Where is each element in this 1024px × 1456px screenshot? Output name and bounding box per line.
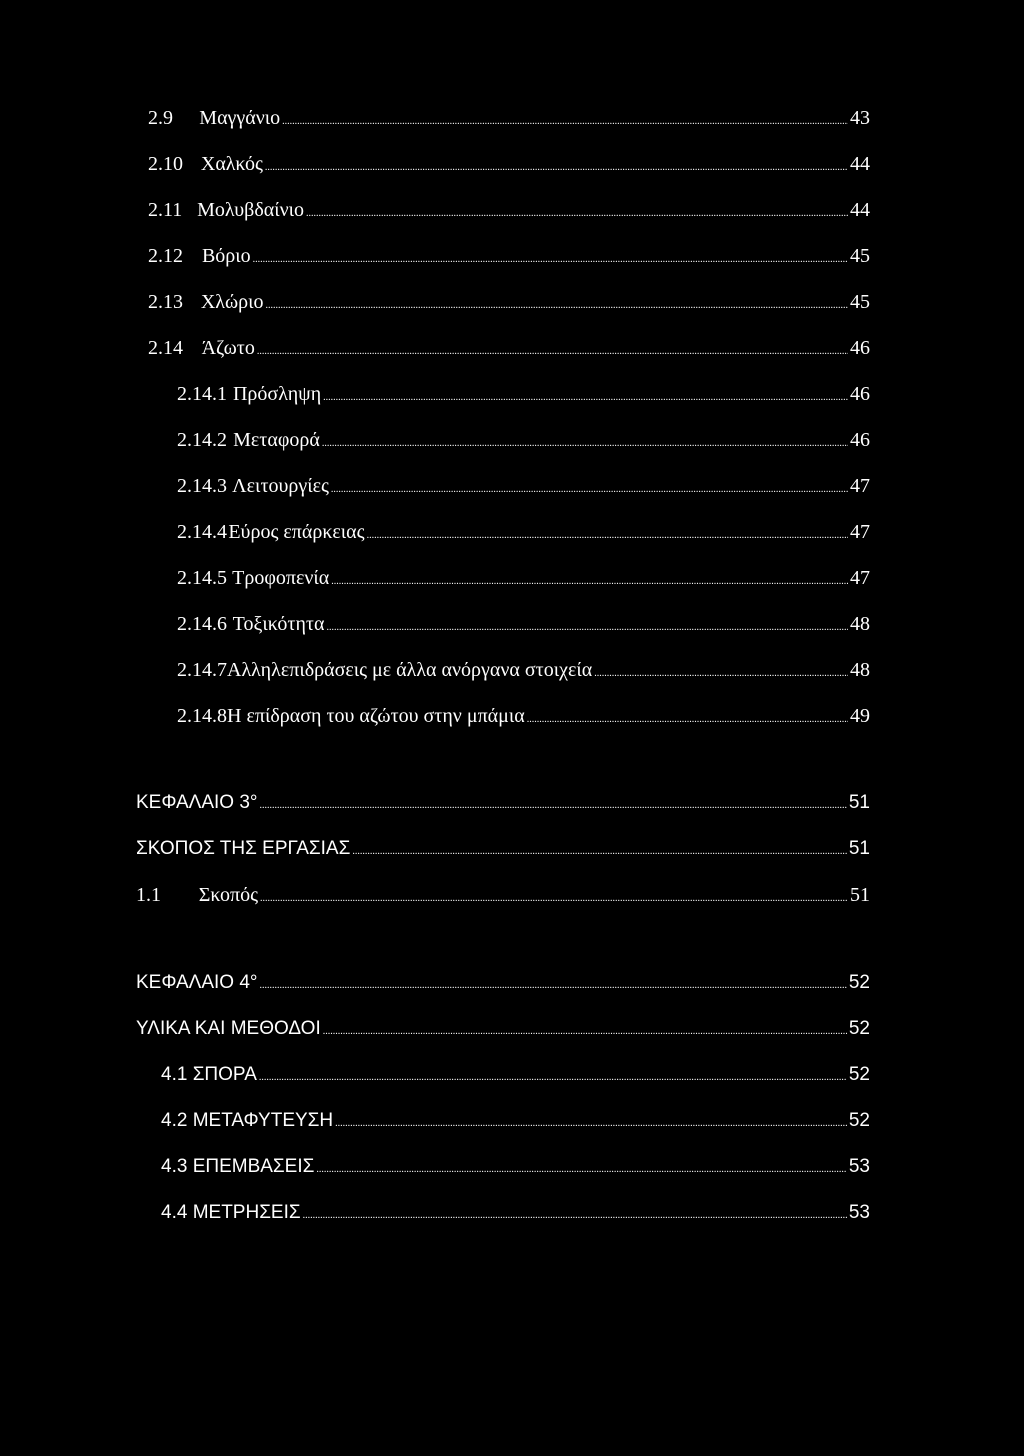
toc-leader-dots bbox=[316, 1155, 846, 1182]
toc-leader-dots bbox=[259, 1063, 847, 1090]
toc-entry-number: 2.14.1 bbox=[177, 383, 227, 405]
toc-entry-title: ΥΛΙΚΑ ΚΑΙ ΜΕΘΟΔΟΙ bbox=[136, 1018, 321, 1039]
toc-entry-page: 44 bbox=[850, 153, 870, 175]
toc-leader-dots bbox=[265, 152, 848, 180]
toc-entry-title: Χαλκός bbox=[200, 153, 263, 175]
toc-entry-title: 4.3 ΕΠΕΜΒΑΣΕΙΣ bbox=[161, 1156, 315, 1177]
toc-entry-number: 2.14.2 bbox=[177, 429, 227, 451]
toc-entry-page: 53 bbox=[848, 1202, 870, 1223]
toc-leader-dots bbox=[306, 198, 848, 226]
toc-entry-title: Αλληλεπιδράσεις με άλλα ανόργανα στοιχεία bbox=[227, 659, 593, 681]
toc-entry-page: 47 bbox=[850, 521, 870, 543]
toc-entry-page: 52 bbox=[848, 972, 870, 993]
toc-entry-page: 52 bbox=[848, 1064, 870, 1085]
toc-entry-page: 47 bbox=[850, 475, 870, 497]
toc-entry-page: 48 bbox=[850, 659, 870, 681]
toc-entry-page: 51 bbox=[848, 792, 870, 813]
toc-entry-title: Τοξικότητα bbox=[232, 613, 325, 635]
toc-chapter-entry[interactable] bbox=[136, 1017, 870, 1041]
toc-entry-number: 2.14.4 bbox=[177, 521, 227, 543]
toc-entry-page: 52 bbox=[848, 1110, 870, 1131]
toc-entry-page: 51 bbox=[850, 884, 870, 906]
toc-entry-page: 46 bbox=[850, 337, 870, 359]
toc-leader-dots bbox=[260, 971, 847, 998]
toc-entry-page: 45 bbox=[850, 291, 870, 313]
toc-leader-dots bbox=[323, 1017, 847, 1044]
toc-entry-title: 4.2 ΜΕΤΑΦΥΤΕΥΣΗ bbox=[161, 1110, 334, 1131]
toc-entry-title: Μολυβδαίνιο bbox=[197, 199, 305, 221]
toc-leader-dots bbox=[260, 883, 848, 911]
toc-entry-page: 43 bbox=[850, 107, 870, 129]
toc-entry[interactable] bbox=[148, 198, 870, 222]
toc-leader-dots bbox=[352, 837, 847, 864]
toc-entry-page: 53 bbox=[848, 1156, 870, 1177]
toc-entry-title: ΚΕΦΑΛΑΙΟ 4° bbox=[136, 972, 258, 993]
toc-entry[interactable] bbox=[177, 612, 870, 636]
toc-entry-title: 4.4 ΜΕΤΡΗΣΕΙΣ bbox=[161, 1202, 301, 1223]
toc-entry-number: 2.14.5 bbox=[177, 567, 227, 589]
toc-leader-dots bbox=[257, 336, 848, 364]
toc-leader-dots bbox=[331, 474, 848, 502]
toc-entry[interactable] bbox=[148, 244, 870, 268]
toc-leader-dots bbox=[323, 382, 848, 410]
toc-entry-title: Εύρος επάρκειας bbox=[228, 521, 365, 543]
toc-entry[interactable] bbox=[177, 474, 870, 498]
toc-leader-dots bbox=[253, 244, 848, 272]
toc-leader-dots bbox=[282, 106, 848, 134]
toc-entry-number: 2.10 bbox=[148, 153, 183, 175]
toc-entry-title: Η επίδραση του αζώτου στην μπάμια bbox=[227, 705, 525, 727]
toc-entry[interactable] bbox=[136, 883, 870, 907]
toc-entry-number: 2.14.6 bbox=[177, 613, 227, 635]
toc-chapter-entry[interactable] bbox=[136, 837, 870, 861]
toc-entry-title: Λειτουργίες bbox=[232, 475, 329, 497]
toc-entry-page: 47 bbox=[850, 567, 870, 589]
toc-entry-title: Άζωτο bbox=[201, 337, 255, 359]
toc-entry[interactable] bbox=[148, 336, 870, 360]
toc-entry-page: 51 bbox=[848, 838, 870, 859]
toc-entry-title: Τροφοπενία bbox=[232, 567, 330, 589]
toc-entry-title: Σκοπός bbox=[198, 884, 259, 906]
toc-entry[interactable] bbox=[148, 106, 870, 130]
toc-entry-page: 46 bbox=[850, 429, 870, 451]
toc-entry-number: 2.14 bbox=[148, 337, 183, 359]
toc-entry[interactable] bbox=[148, 290, 870, 314]
toc-leader-dots bbox=[326, 612, 848, 640]
toc-entry-number: 2.11 bbox=[148, 199, 183, 221]
toc-leader-dots bbox=[594, 658, 848, 686]
toc-entry[interactable] bbox=[177, 520, 870, 544]
toc-entry[interactable] bbox=[177, 382, 870, 406]
toc-entry-page: 46 bbox=[850, 383, 870, 405]
toc-entry-title: Χλώριο bbox=[200, 291, 264, 313]
toc-entry-page: 49 bbox=[850, 705, 870, 727]
toc-entry-page: 45 bbox=[850, 245, 870, 267]
toc-entry[interactable] bbox=[177, 566, 870, 590]
toc-entry-number: 2.14.7 bbox=[177, 659, 227, 681]
toc-entry[interactable] bbox=[161, 1155, 870, 1179]
toc-entry[interactable] bbox=[161, 1109, 870, 1133]
toc-entry[interactable] bbox=[161, 1063, 870, 1087]
toc-entry-number: 2.13 bbox=[148, 291, 183, 313]
toc-chapter-entry[interactable] bbox=[136, 791, 870, 815]
toc-entry[interactable] bbox=[161, 1201, 870, 1225]
toc-entry[interactable] bbox=[177, 704, 870, 728]
toc-entry-page: 44 bbox=[850, 199, 870, 221]
toc-leader-dots bbox=[260, 791, 847, 818]
toc-entry-title: 4.1 ΣΠΟΡΑ bbox=[161, 1064, 257, 1085]
toc-leader-dots bbox=[303, 1201, 847, 1228]
toc-entry-title: Μαγγάνιο bbox=[199, 107, 281, 129]
toc-entry-number: 2.14.3 bbox=[177, 475, 227, 497]
toc-entry-title: ΣΚΟΠΟΣ ΤΗΣ ΕΡΓΑΣΙΑΣ bbox=[136, 838, 351, 859]
toc-leader-dots bbox=[367, 520, 848, 548]
toc-entry-number: 2.14.8 bbox=[177, 705, 227, 727]
toc-entry-page: 52 bbox=[848, 1018, 870, 1039]
toc-leader-dots bbox=[331, 566, 848, 594]
toc-entry-title: ΚΕΦΑΛΑΙΟ 3° bbox=[136, 792, 258, 813]
toc-entry-number: 1.1 bbox=[136, 884, 161, 906]
toc-entry-number: 2.9 bbox=[148, 107, 173, 129]
toc-leader-dots bbox=[265, 290, 848, 318]
toc-entry-page: 48 bbox=[850, 613, 870, 635]
toc-entry-number: 2.12 bbox=[148, 245, 183, 267]
toc-entry[interactable] bbox=[148, 152, 870, 176]
toc-entry[interactable] bbox=[177, 428, 870, 452]
toc-chapter-entry[interactable] bbox=[136, 971, 870, 995]
toc-entry-title: Μεταφορά bbox=[233, 429, 320, 451]
toc-entry-title: Πρόσληψη bbox=[232, 383, 322, 405]
toc-entry[interactable] bbox=[177, 658, 870, 682]
toc-entry-title: Βόριο bbox=[201, 245, 251, 267]
toc-leader-dots bbox=[322, 428, 848, 456]
toc-leader-dots bbox=[335, 1109, 847, 1136]
toc-leader-dots bbox=[527, 704, 848, 732]
